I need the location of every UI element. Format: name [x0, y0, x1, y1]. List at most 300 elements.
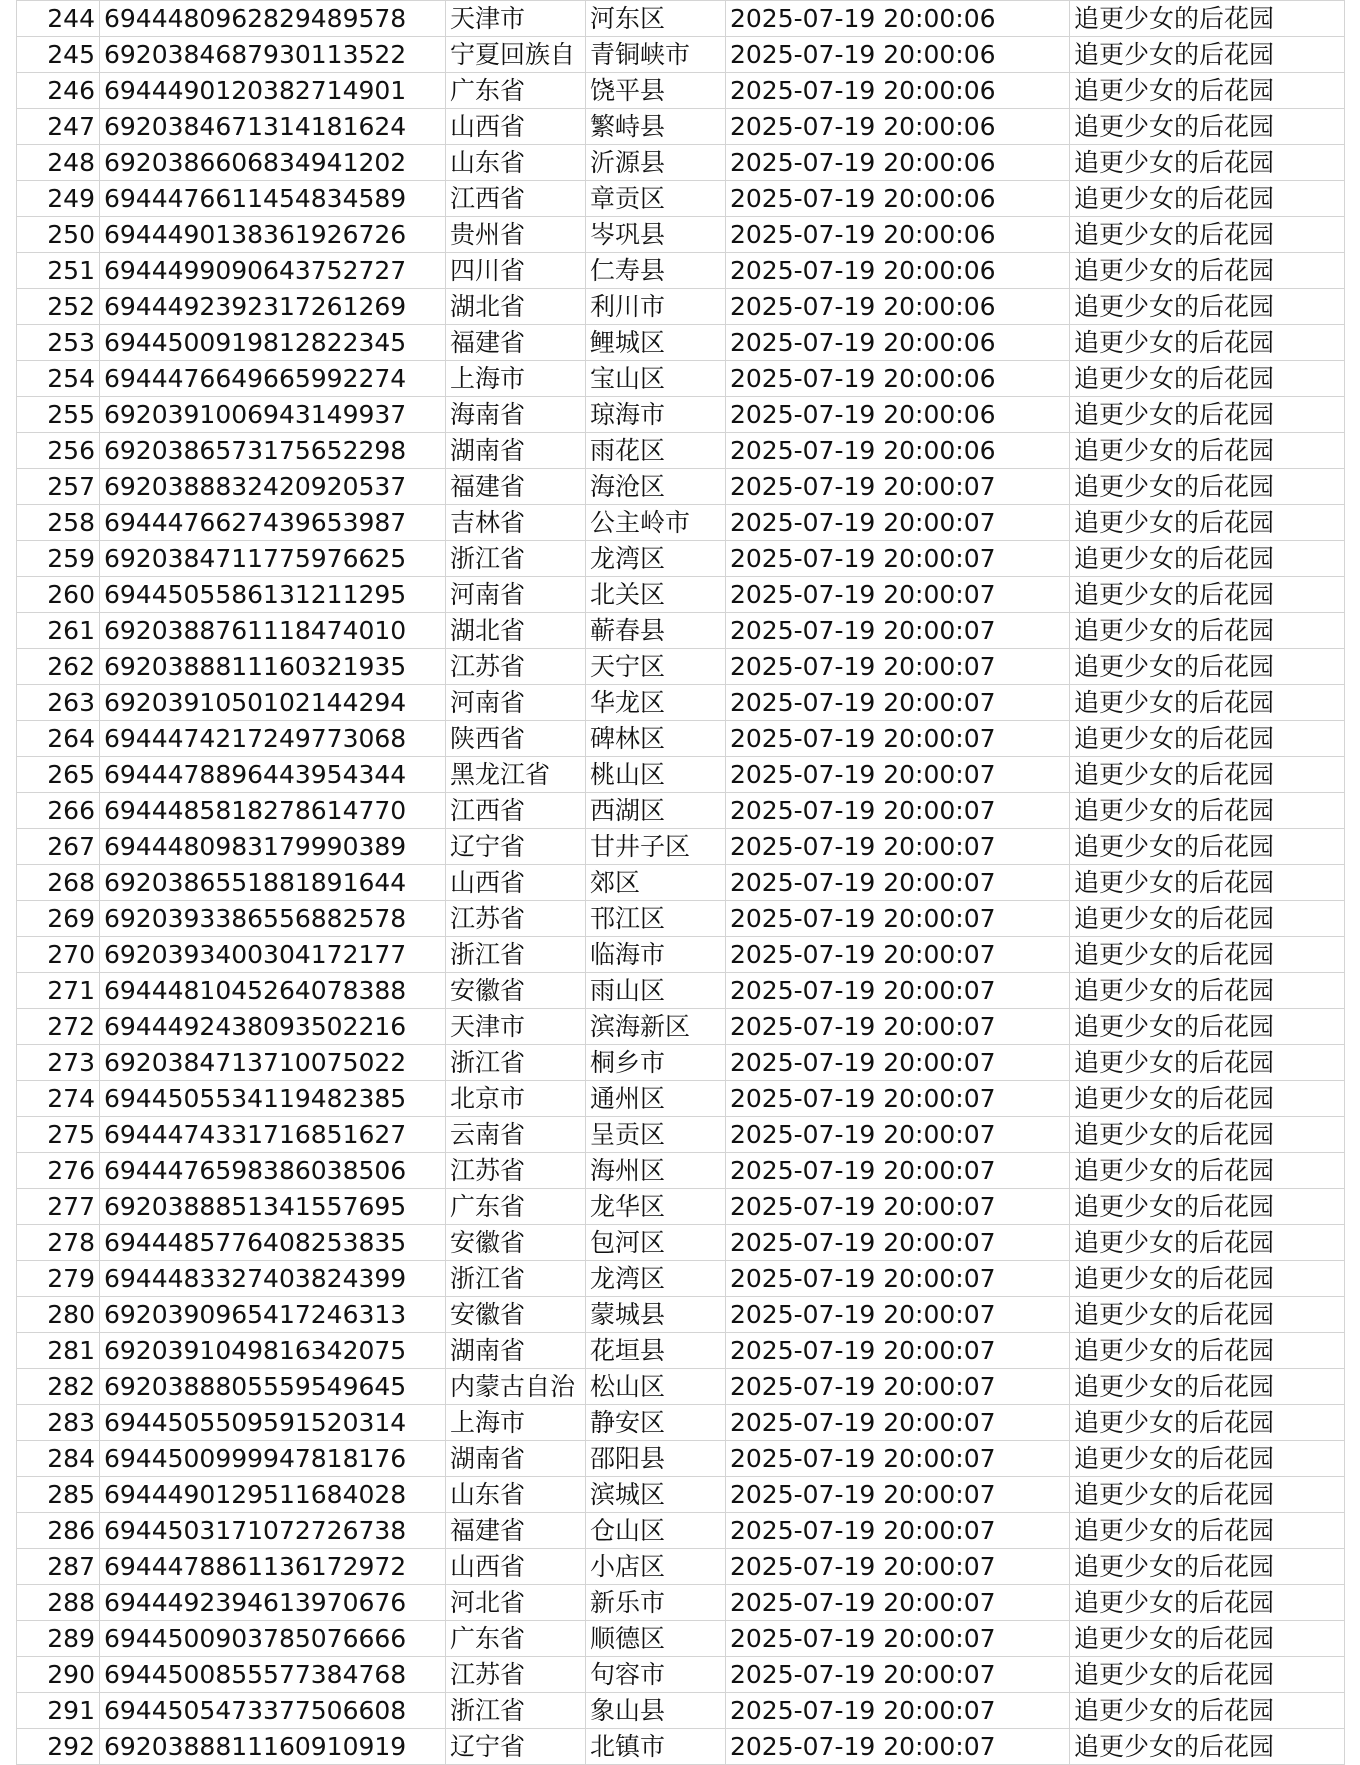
user-id-cell[interactable]: 6944490120382714901 [100, 73, 446, 109]
user-id-cell[interactable]: 6920390965417246313 [100, 1297, 446, 1333]
city-cell[interactable]: 花垣县 [586, 1333, 726, 1369]
timestamp-cell[interactable]: 2025-07-19 20:00:07 [726, 505, 1070, 541]
user-id-cell[interactable]: 6944505586131211295 [100, 577, 446, 613]
city-cell[interactable]: 鲤城区 [586, 325, 726, 361]
user-id-cell[interactable]: 6920393400304172177 [100, 937, 446, 973]
timestamp-cell[interactable]: 2025-07-19 20:00:07 [726, 1009, 1070, 1045]
timestamp-cell[interactable]: 2025-07-19 20:00:07 [726, 757, 1070, 793]
timestamp-cell[interactable]: 2025-07-19 20:00:07 [726, 973, 1070, 1009]
timestamp-cell[interactable]: 2025-07-19 20:00:06 [726, 73, 1070, 109]
city-cell[interactable]: 郊区 [586, 865, 726, 901]
province-cell[interactable]: 江苏省 [446, 1153, 586, 1189]
province-cell[interactable]: 海南省 [446, 397, 586, 433]
province-cell[interactable]: 陕西省 [446, 721, 586, 757]
timestamp-cell[interactable]: 2025-07-19 20:00:07 [726, 865, 1070, 901]
province-cell[interactable]: 湖北省 [446, 289, 586, 325]
province-cell[interactable]: 河南省 [446, 577, 586, 613]
timestamp-cell[interactable]: 2025-07-19 20:00:07 [726, 649, 1070, 685]
user-id-cell[interactable]: 6920388805559549645 [100, 1369, 446, 1405]
city-cell[interactable]: 松山区 [586, 1369, 726, 1405]
city-cell[interactable]: 滨海新区 [586, 1009, 726, 1045]
user-id-cell[interactable]: 6944476649665992274 [100, 361, 446, 397]
nickname-cell[interactable]: 追更少女的后花园 [1070, 901, 1345, 937]
timestamp-cell[interactable]: 2025-07-19 20:00:07 [726, 541, 1070, 577]
timestamp-cell[interactable]: 2025-07-19 20:00:07 [726, 1333, 1070, 1369]
timestamp-cell[interactable]: 2025-07-19 20:00:06 [726, 361, 1070, 397]
province-cell[interactable]: 天津市 [446, 1, 586, 37]
row-index-cell[interactable]: 281 [17, 1333, 100, 1369]
nickname-cell[interactable]: 追更少女的后花园 [1070, 361, 1345, 397]
nickname-cell[interactable]: 追更少女的后花园 [1070, 1585, 1345, 1621]
row-index-cell[interactable]: 284 [17, 1441, 100, 1477]
user-id-cell[interactable]: 6944476611454834589 [100, 181, 446, 217]
timestamp-cell[interactable]: 2025-07-19 20:00:06 [726, 181, 1070, 217]
user-id-cell[interactable]: 6920384671314181624 [100, 109, 446, 145]
city-cell[interactable]: 临海市 [586, 937, 726, 973]
row-index-cell[interactable]: 250 [17, 217, 100, 253]
user-id-cell[interactable]: 6920393386556882578 [100, 901, 446, 937]
nickname-cell[interactable]: 追更少女的后花园 [1070, 865, 1345, 901]
province-cell[interactable]: 安徽省 [446, 1297, 586, 1333]
nickname-cell[interactable]: 追更少女的后花园 [1070, 217, 1345, 253]
row-index-cell[interactable]: 287 [17, 1549, 100, 1585]
city-cell[interactable]: 北镇市 [586, 1729, 726, 1765]
city-cell[interactable]: 龙湾区 [586, 541, 726, 577]
row-index-cell[interactable]: 245 [17, 37, 100, 73]
timestamp-cell[interactable]: 2025-07-19 20:00:07 [726, 1081, 1070, 1117]
nickname-cell[interactable]: 追更少女的后花园 [1070, 613, 1345, 649]
timestamp-cell[interactable]: 2025-07-19 20:00:07 [726, 1621, 1070, 1657]
city-cell[interactable]: 仓山区 [586, 1513, 726, 1549]
city-cell[interactable]: 海州区 [586, 1153, 726, 1189]
city-cell[interactable]: 岑巩县 [586, 217, 726, 253]
user-id-cell[interactable]: 6944478896443954344 [100, 757, 446, 793]
nickname-cell[interactable]: 追更少女的后花园 [1070, 325, 1345, 361]
row-index-cell[interactable]: 257 [17, 469, 100, 505]
nickname-cell[interactable]: 追更少女的后花园 [1070, 1693, 1345, 1729]
row-index-cell[interactable]: 256 [17, 433, 100, 469]
timestamp-cell[interactable]: 2025-07-19 20:00:06 [726, 109, 1070, 145]
row-index-cell[interactable]: 276 [17, 1153, 100, 1189]
row-index-cell[interactable]: 269 [17, 901, 100, 937]
nickname-cell[interactable]: 追更少女的后花园 [1070, 289, 1345, 325]
province-cell[interactable]: 湖南省 [446, 1441, 586, 1477]
row-index-cell[interactable]: 258 [17, 505, 100, 541]
nickname-cell[interactable]: 追更少女的后花园 [1070, 685, 1345, 721]
timestamp-cell[interactable]: 2025-07-19 20:00:06 [726, 217, 1070, 253]
nickname-cell[interactable]: 追更少女的后花园 [1070, 1621, 1345, 1657]
user-id-cell[interactable]: 6944500855577384768 [100, 1657, 446, 1693]
user-id-cell[interactable]: 6944500999947818176 [100, 1441, 446, 1477]
city-cell[interactable]: 小店区 [586, 1549, 726, 1585]
timestamp-cell[interactable]: 2025-07-19 20:00:07 [726, 1297, 1070, 1333]
user-id-cell[interactable]: 6944492392317261269 [100, 289, 446, 325]
nickname-cell[interactable]: 追更少女的后花园 [1070, 757, 1345, 793]
nickname-cell[interactable]: 追更少女的后花园 [1070, 829, 1345, 865]
row-index-cell[interactable]: 260 [17, 577, 100, 613]
row-index-cell[interactable]: 253 [17, 325, 100, 361]
city-cell[interactable]: 利川市 [586, 289, 726, 325]
nickname-cell[interactable]: 追更少女的后花园 [1070, 1729, 1345, 1765]
timestamp-cell[interactable]: 2025-07-19 20:00:07 [726, 1585, 1070, 1621]
row-index-cell[interactable]: 263 [17, 685, 100, 721]
province-cell[interactable]: 内蒙古自治 [446, 1369, 586, 1405]
row-index-cell[interactable]: 267 [17, 829, 100, 865]
province-cell[interactable]: 江苏省 [446, 1657, 586, 1693]
timestamp-cell[interactable]: 2025-07-19 20:00:07 [726, 685, 1070, 721]
nickname-cell[interactable]: 追更少女的后花园 [1070, 1369, 1345, 1405]
nickname-cell[interactable]: 追更少女的后花园 [1070, 1045, 1345, 1081]
province-cell[interactable]: 浙江省 [446, 1261, 586, 1297]
province-cell[interactable]: 江苏省 [446, 901, 586, 937]
nickname-cell[interactable]: 追更少女的后花园 [1070, 1, 1345, 37]
city-cell[interactable]: 静安区 [586, 1405, 726, 1441]
province-cell[interactable]: 广东省 [446, 1189, 586, 1225]
row-index-cell[interactable]: 262 [17, 649, 100, 685]
city-cell[interactable]: 琼海市 [586, 397, 726, 433]
row-index-cell[interactable]: 277 [17, 1189, 100, 1225]
user-id-cell[interactable]: 6944483327403824399 [100, 1261, 446, 1297]
row-index-cell[interactable]: 285 [17, 1477, 100, 1513]
timestamp-cell[interactable]: 2025-07-19 20:00:07 [726, 1549, 1070, 1585]
row-index-cell[interactable]: 291 [17, 1693, 100, 1729]
row-index-cell[interactable]: 278 [17, 1225, 100, 1261]
city-cell[interactable]: 沂源县 [586, 145, 726, 181]
province-cell[interactable]: 江苏省 [446, 649, 586, 685]
timestamp-cell[interactable]: 2025-07-19 20:00:07 [726, 1045, 1070, 1081]
row-index-cell[interactable]: 274 [17, 1081, 100, 1117]
user-id-cell[interactable]: 6944505473377506608 [100, 1693, 446, 1729]
user-id-cell[interactable]: 6920384713710075022 [100, 1045, 446, 1081]
timestamp-cell[interactable]: 2025-07-19 20:00:07 [726, 1729, 1070, 1765]
province-cell[interactable]: 上海市 [446, 1405, 586, 1441]
user-id-cell[interactable]: 6944500919812822345 [100, 325, 446, 361]
row-index-cell[interactable]: 272 [17, 1009, 100, 1045]
user-id-cell[interactable]: 6920384687930113522 [100, 37, 446, 73]
timestamp-cell[interactable]: 2025-07-19 20:00:07 [726, 1441, 1070, 1477]
row-index-cell[interactable]: 290 [17, 1657, 100, 1693]
city-cell[interactable]: 象山县 [586, 1693, 726, 1729]
city-cell[interactable]: 华龙区 [586, 685, 726, 721]
province-cell[interactable]: 安徽省 [446, 1225, 586, 1261]
timestamp-cell[interactable]: 2025-07-19 20:00:07 [726, 1189, 1070, 1225]
city-cell[interactable]: 蒙城县 [586, 1297, 726, 1333]
user-id-cell[interactable]: 6920386551881891644 [100, 865, 446, 901]
city-cell[interactable]: 碑林区 [586, 721, 726, 757]
city-cell[interactable]: 宝山区 [586, 361, 726, 397]
city-cell[interactable]: 蕲春县 [586, 613, 726, 649]
city-cell[interactable]: 海沧区 [586, 469, 726, 505]
nickname-cell[interactable]: 追更少女的后花园 [1070, 577, 1345, 613]
row-index-cell[interactable]: 288 [17, 1585, 100, 1621]
province-cell[interactable]: 云南省 [446, 1117, 586, 1153]
province-cell[interactable]: 河南省 [446, 685, 586, 721]
city-cell[interactable]: 呈贡区 [586, 1117, 726, 1153]
row-index-cell[interactable]: 246 [17, 73, 100, 109]
timestamp-cell[interactable]: 2025-07-19 20:00:07 [726, 1225, 1070, 1261]
table-row [17, 1693, 1345, 1729]
row-index-cell[interactable]: 244 [17, 1, 100, 37]
province-cell[interactable]: 浙江省 [446, 1045, 586, 1081]
city-cell[interactable]: 桐乡市 [586, 1045, 726, 1081]
nickname-cell[interactable]: 追更少女的后花园 [1070, 1009, 1345, 1045]
timestamp-cell[interactable]: 2025-07-19 20:00:07 [726, 1477, 1070, 1513]
row-index-cell[interactable]: 275 [17, 1117, 100, 1153]
row-index-cell[interactable]: 283 [17, 1405, 100, 1441]
city-cell[interactable]: 邵阳县 [586, 1441, 726, 1477]
city-cell[interactable]: 邗江区 [586, 901, 726, 937]
province-cell[interactable]: 广东省 [446, 1621, 586, 1657]
province-cell[interactable]: 福建省 [446, 1513, 586, 1549]
nickname-cell[interactable]: 追更少女的后花园 [1070, 1153, 1345, 1189]
user-id-cell[interactable]: 6944492438093502216 [100, 1009, 446, 1045]
timestamp-cell[interactable]: 2025-07-19 20:00:07 [726, 937, 1070, 973]
timestamp-cell[interactable]: 2025-07-19 20:00:06 [726, 289, 1070, 325]
timestamp-cell[interactable]: 2025-07-19 20:00:07 [726, 829, 1070, 865]
timestamp-cell[interactable]: 2025-07-19 20:00:07 [726, 1117, 1070, 1153]
timestamp-cell[interactable]: 2025-07-19 20:00:06 [726, 37, 1070, 73]
nickname-cell[interactable]: 追更少女的后花园 [1070, 181, 1345, 217]
nickname-cell[interactable]: 追更少女的后花园 [1070, 145, 1345, 181]
city-cell[interactable]: 包河区 [586, 1225, 726, 1261]
timestamp-cell[interactable]: 2025-07-19 20:00:07 [726, 721, 1070, 757]
province-cell[interactable]: 辽宁省 [446, 1729, 586, 1765]
nickname-cell[interactable]: 追更少女的后花园 [1070, 37, 1345, 73]
city-cell[interactable]: 青铜峡市 [586, 37, 726, 73]
table-row [17, 1441, 1345, 1477]
user-id-cell[interactable]: 6944485776408253835 [100, 1225, 446, 1261]
city-cell[interactable]: 繁峙县 [586, 109, 726, 145]
city-cell[interactable]: 滨城区 [586, 1477, 726, 1513]
city-cell[interactable]: 甘井子区 [586, 829, 726, 865]
timestamp-cell[interactable]: 2025-07-19 20:00:07 [726, 1405, 1070, 1441]
province-cell[interactable]: 山西省 [446, 865, 586, 901]
table-row [17, 1657, 1345, 1693]
user-id-cell[interactable]: 6944474331716851627 [100, 1117, 446, 1153]
user-id-cell[interactable]: 6920388761118474010 [100, 613, 446, 649]
province-cell[interactable]: 山东省 [446, 1477, 586, 1513]
city-cell[interactable]: 桃山区 [586, 757, 726, 793]
province-cell[interactable]: 宁夏回族自 [446, 37, 586, 73]
row-index-cell[interactable]: 265 [17, 757, 100, 793]
city-cell[interactable]: 河东区 [586, 1, 726, 37]
user-id-cell[interactable]: 6944481045264078388 [100, 973, 446, 1009]
user-id-cell[interactable]: 6944490138361926726 [100, 217, 446, 253]
city-cell[interactable]: 新乐市 [586, 1585, 726, 1621]
timestamp-cell[interactable]: 2025-07-19 20:00:07 [726, 1513, 1070, 1549]
province-cell[interactable]: 浙江省 [446, 1693, 586, 1729]
nickname-cell[interactable]: 追更少女的后花园 [1070, 1261, 1345, 1297]
timestamp-cell[interactable]: 2025-07-19 20:00:06 [726, 433, 1070, 469]
user-id-cell[interactable]: 6920391006943149937 [100, 397, 446, 433]
province-cell[interactable]: 福建省 [446, 325, 586, 361]
user-id-cell[interactable]: 6920386606834941202 [100, 145, 446, 181]
table-row [17, 685, 1345, 721]
timestamp-cell[interactable]: 2025-07-19 20:00:06 [726, 397, 1070, 433]
timestamp-cell[interactable]: 2025-07-19 20:00:07 [726, 901, 1070, 937]
user-id-cell[interactable]: 6944474217249773068 [100, 721, 446, 757]
city-cell[interactable]: 章贡区 [586, 181, 726, 217]
row-index-cell[interactable]: 286 [17, 1513, 100, 1549]
row-index-cell[interactable]: 268 [17, 865, 100, 901]
nickname-cell[interactable]: 追更少女的后花园 [1070, 1225, 1345, 1261]
user-id-cell[interactable]: 6920388811160321935 [100, 649, 446, 685]
province-cell[interactable]: 山西省 [446, 1549, 586, 1585]
city-cell[interactable]: 顺德区 [586, 1621, 726, 1657]
row-index-cell[interactable]: 282 [17, 1369, 100, 1405]
province-cell[interactable]: 四川省 [446, 253, 586, 289]
timestamp-cell[interactable]: 2025-07-19 20:00:07 [726, 613, 1070, 649]
row-index-cell[interactable]: 289 [17, 1621, 100, 1657]
nickname-cell[interactable]: 追更少女的后花园 [1070, 505, 1345, 541]
user-id-cell[interactable]: 6920391049816342075 [100, 1333, 446, 1369]
province-cell[interactable]: 湖南省 [446, 433, 586, 469]
timestamp-cell[interactable]: 2025-07-19 20:00:06 [726, 1, 1070, 37]
city-cell[interactable]: 饶平县 [586, 73, 726, 109]
row-index-cell[interactable]: 248 [17, 145, 100, 181]
province-cell[interactable]: 山西省 [446, 109, 586, 145]
nickname-cell[interactable]: 追更少女的后花园 [1070, 73, 1345, 109]
row-index-cell[interactable]: 266 [17, 793, 100, 829]
timestamp-cell[interactable]: 2025-07-19 20:00:07 [726, 1261, 1070, 1297]
province-cell[interactable]: 安徽省 [446, 973, 586, 1009]
province-cell[interactable]: 北京市 [446, 1081, 586, 1117]
user-id-cell[interactable]: 6920384711775976625 [100, 541, 446, 577]
user-id-cell[interactable]: 6944499090643752727 [100, 253, 446, 289]
nickname-cell[interactable]: 追更少女的后花园 [1070, 397, 1345, 433]
timestamp-cell[interactable]: 2025-07-19 20:00:07 [726, 1369, 1070, 1405]
province-cell[interactable]: 福建省 [446, 469, 586, 505]
nickname-cell[interactable]: 追更少女的后花园 [1070, 1405, 1345, 1441]
timestamp-cell[interactable]: 2025-07-19 20:00:06 [726, 325, 1070, 361]
timestamp-cell[interactable]: 2025-07-19 20:00:06 [726, 253, 1070, 289]
city-cell[interactable]: 仁寿县 [586, 253, 726, 289]
nickname-cell[interactable]: 追更少女的后花园 [1070, 721, 1345, 757]
province-cell[interactable]: 贵州省 [446, 217, 586, 253]
user-id-cell[interactable]: 6944500903785076666 [100, 1621, 446, 1657]
nickname-cell[interactable]: 追更少女的后花园 [1070, 1441, 1345, 1477]
province-cell[interactable]: 湖北省 [446, 613, 586, 649]
timestamp-cell[interactable]: 2025-07-19 20:00:07 [726, 1693, 1070, 1729]
nickname-cell[interactable]: 追更少女的后花园 [1070, 1081, 1345, 1117]
city-cell[interactable]: 龙华区 [586, 1189, 726, 1225]
province-cell[interactable]: 广东省 [446, 73, 586, 109]
city-cell[interactable]: 雨花区 [586, 433, 726, 469]
timestamp-cell[interactable]: 2025-07-19 20:00:07 [726, 577, 1070, 613]
timestamp-cell[interactable]: 2025-07-19 20:00:06 [726, 145, 1070, 181]
province-cell[interactable]: 浙江省 [446, 541, 586, 577]
row-index-cell[interactable]: 247 [17, 109, 100, 145]
nickname-cell[interactable]: 追更少女的后花园 [1070, 541, 1345, 577]
province-cell[interactable]: 江西省 [446, 181, 586, 217]
province-cell[interactable]: 吉林省 [446, 505, 586, 541]
province-cell[interactable]: 河北省 [446, 1585, 586, 1621]
user-id-cell[interactable]: 6944485818278614770 [100, 793, 446, 829]
table-row [17, 145, 1345, 181]
nickname-cell[interactable]: 追更少女的后花园 [1070, 433, 1345, 469]
nickname-cell[interactable]: 追更少女的后花园 [1070, 649, 1345, 685]
user-id-cell[interactable]: 6944480983179990389 [100, 829, 446, 865]
row-index-cell[interactable]: 270 [17, 937, 100, 973]
timestamp-cell[interactable]: 2025-07-19 20:00:07 [726, 1657, 1070, 1693]
city-cell[interactable]: 句容市 [586, 1657, 726, 1693]
city-cell[interactable]: 通州区 [586, 1081, 726, 1117]
row-index-cell[interactable]: 273 [17, 1045, 100, 1081]
city-cell[interactable]: 公主岭市 [586, 505, 726, 541]
user-id-cell[interactable]: 6944476627439653987 [100, 505, 446, 541]
row-index-cell[interactable]: 279 [17, 1261, 100, 1297]
row-index-cell[interactable]: 249 [17, 181, 100, 217]
nickname-cell[interactable]: 追更少女的后花园 [1070, 1297, 1345, 1333]
nickname-cell[interactable]: 追更少女的后花园 [1070, 1549, 1345, 1585]
timestamp-cell[interactable]: 2025-07-19 20:00:07 [726, 469, 1070, 505]
city-cell[interactable]: 天宁区 [586, 649, 726, 685]
nickname-cell[interactable]: 追更少女的后花园 [1070, 937, 1345, 973]
user-id-cell[interactable]: 6944480962829489578 [100, 1, 446, 37]
nickname-cell[interactable]: 追更少女的后花园 [1070, 1657, 1345, 1693]
user-id-cell[interactable]: 6944490129511684028 [100, 1477, 446, 1513]
row-index-cell[interactable]: 254 [17, 361, 100, 397]
city-cell[interactable]: 西湖区 [586, 793, 726, 829]
nickname-cell[interactable]: 追更少女的后花园 [1070, 973, 1345, 1009]
row-index-cell[interactable]: 292 [17, 1729, 100, 1765]
nickname-cell[interactable]: 追更少女的后花园 [1070, 469, 1345, 505]
row-index-cell[interactable]: 264 [17, 721, 100, 757]
row-index-cell[interactable]: 261 [17, 613, 100, 649]
city-cell[interactable]: 龙湾区 [586, 1261, 726, 1297]
user-id-cell[interactable]: 6920388851341557695 [100, 1189, 446, 1225]
province-cell[interactable]: 天津市 [446, 1009, 586, 1045]
nickname-cell[interactable]: 追更少女的后花园 [1070, 253, 1345, 289]
user-id-cell[interactable]: 6944492394613970676 [100, 1585, 446, 1621]
province-cell[interactable]: 黑龙江省 [446, 757, 586, 793]
user-id-cell[interactable]: 6920386573175652298 [100, 433, 446, 469]
province-cell[interactable]: 山东省 [446, 145, 586, 181]
timestamp-cell[interactable]: 2025-07-19 20:00:07 [726, 793, 1070, 829]
row-index-cell[interactable]: 259 [17, 541, 100, 577]
user-id-cell[interactable]: 6944503171072726738 [100, 1513, 446, 1549]
province-cell[interactable]: 辽宁省 [446, 829, 586, 865]
city-cell[interactable]: 雨山区 [586, 973, 726, 1009]
nickname-cell[interactable]: 追更少女的后花园 [1070, 1117, 1345, 1153]
user-id-cell[interactable]: 6944478861136172972 [100, 1549, 446, 1585]
row-index-cell[interactable]: 280 [17, 1297, 100, 1333]
nickname-cell[interactable]: 追更少女的后花园 [1070, 109, 1345, 145]
province-cell[interactable]: 上海市 [446, 361, 586, 397]
row-index-cell[interactable]: 271 [17, 973, 100, 1009]
user-id-cell[interactable]: 6920388832420920537 [100, 469, 446, 505]
province-cell[interactable]: 浙江省 [446, 937, 586, 973]
province-cell[interactable]: 湖南省 [446, 1333, 586, 1369]
province-cell[interactable]: 江西省 [446, 793, 586, 829]
user-id-cell[interactable]: 6920388811160910919 [100, 1729, 446, 1765]
nickname-cell[interactable]: 追更少女的后花园 [1070, 1513, 1345, 1549]
nickname-cell[interactable]: 追更少女的后花园 [1070, 793, 1345, 829]
nickname-cell[interactable]: 追更少女的后花园 [1070, 1477, 1345, 1513]
user-id-cell[interactable]: 6920391050102144294 [100, 685, 446, 721]
city-cell[interactable]: 北关区 [586, 577, 726, 613]
user-id-cell[interactable]: 6944505509591520314 [100, 1405, 446, 1441]
table-row [17, 613, 1345, 649]
user-id-cell[interactable]: 6944476598386038506 [100, 1153, 446, 1189]
row-index-cell[interactable]: 252 [17, 289, 100, 325]
row-index-cell[interactable]: 255 [17, 397, 100, 433]
nickname-cell[interactable]: 追更少女的后花园 [1070, 1189, 1345, 1225]
row-index-cell[interactable]: 251 [17, 253, 100, 289]
user-id-cell[interactable]: 6944505534119482385 [100, 1081, 446, 1117]
timestamp-cell[interactable]: 2025-07-19 20:00:07 [726, 1153, 1070, 1189]
nickname-cell[interactable]: 追更少女的后花园 [1070, 1333, 1345, 1369]
